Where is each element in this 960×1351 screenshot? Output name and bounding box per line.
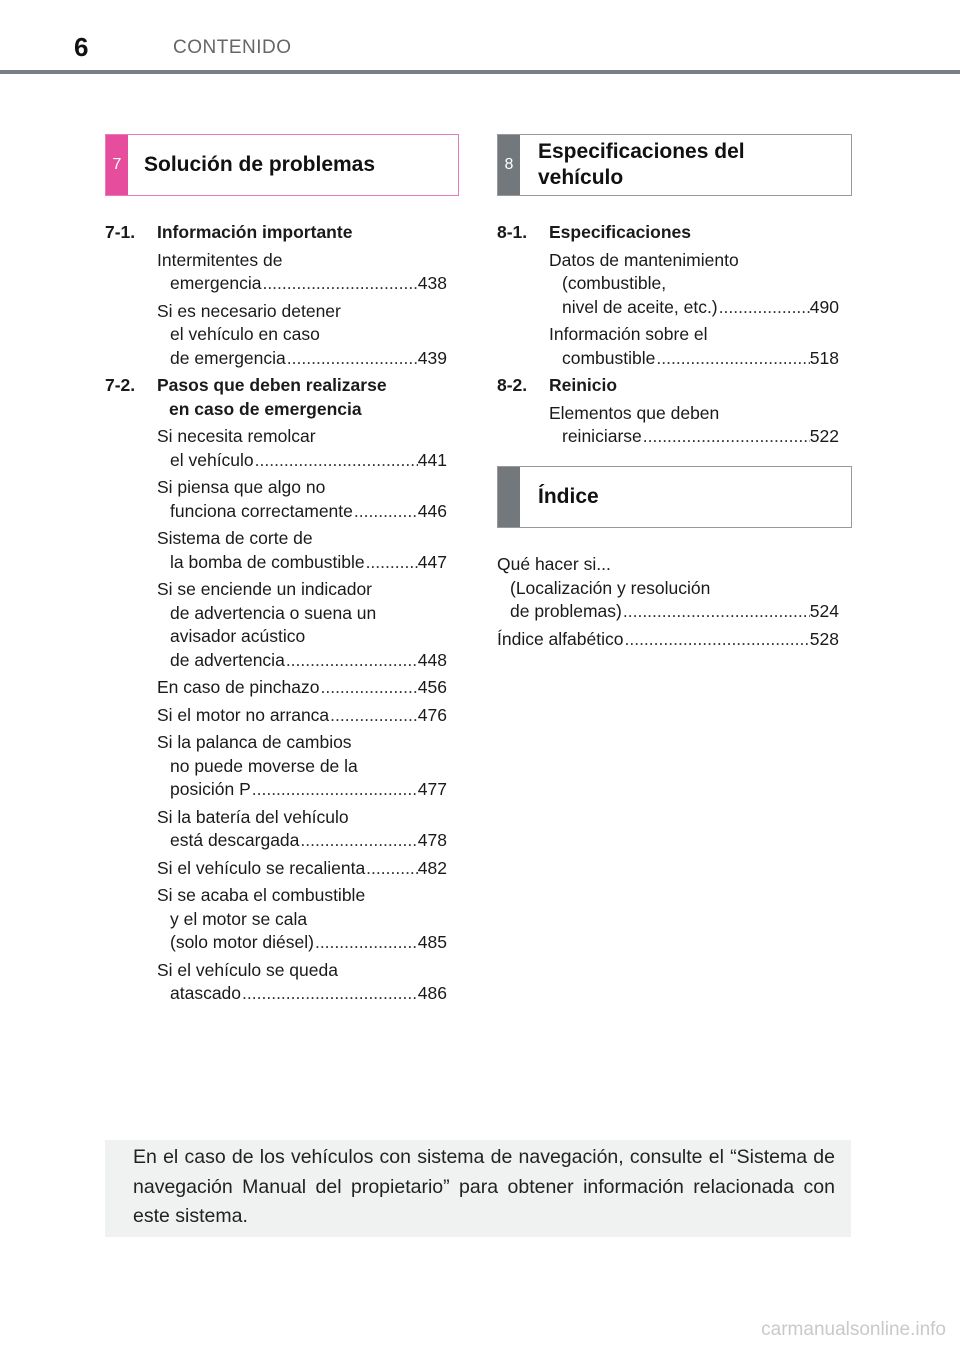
section-title: Información importante [157,222,353,242]
section-8-2[interactable] [497,374,839,398]
page-ref: 448 [417,649,447,670]
entry-text: funciona correctamente [170,500,353,521]
entry-text: de emergencia [170,347,286,368]
entry-last-line [497,600,839,624]
dot-leader [241,982,418,1006]
entry-text: de advertencia [170,649,285,670]
entry-text: Si piensa que algo no [157,477,326,497]
section-number: 7-2. [105,375,136,395]
toc-entry[interactable] [157,249,447,296]
toc-entry[interactable] [157,704,447,728]
entry-text: (solo motor diésel) [170,932,314,952]
entry-last-line [157,676,447,700]
dot-leader [314,931,418,955]
entry-text: y el motor se cala [170,908,308,929]
entry-last-line [157,347,447,371]
entry-text: de advertencia o suena un [170,602,377,623]
toc-entry[interactable] [157,731,447,802]
toc-entry[interactable] [549,323,839,370]
entry-text: reiniciarse [562,426,642,446]
toc-entry[interactable] [549,402,839,449]
chapter-title-7: Solución de problemas [144,153,376,176]
entry-text: Si la batería del vehículo [157,806,349,827]
entry-last-line [157,500,447,524]
toc-entry[interactable] [157,857,447,881]
page-ref: 477 [417,779,447,799]
section-7-2[interactable] [105,374,447,421]
dot-leader [261,272,417,296]
dot-leader [642,425,810,449]
dot-leader [285,649,418,673]
chapter-tab-8: 8 [498,135,520,195]
toc-entry[interactable] [157,300,447,371]
entry-last-line [157,857,447,881]
entry-text: no puede moverse de la [170,755,358,776]
section-number: 7-1. [105,222,136,242]
page-ref: 446 [417,500,447,521]
page-ref: 439 [417,347,447,368]
entry-last-line [497,628,839,652]
entry-text: Elementos que deben [549,402,720,423]
entry-text: Si el motor no arranca [157,704,330,725]
toc-entry[interactable] [157,527,447,574]
entry-text: Información sobre el [549,324,708,344]
toc-entry[interactable] [497,628,839,652]
entry-last-line [157,829,447,853]
dot-leader [251,778,418,802]
entry-last-line [549,425,839,449]
toc-column-left [105,221,447,1010]
entry-text: la bomba de combustible [170,551,365,572]
entry-text: el vehículo en caso [170,324,320,344]
toc-entry[interactable] [157,425,447,472]
entry-text: En caso de pinchazo [157,677,320,697]
entry-last-line [549,347,839,371]
page-ref: 456 [417,677,447,697]
page-ref: 441 [417,449,447,470]
toc-column-right [497,221,839,453]
page-ref: 447 [417,551,447,572]
dot-leader [718,296,810,320]
entry-text: emergencia [170,273,262,293]
toc-entry[interactable] [157,476,447,523]
dot-leader [319,676,417,700]
toc-entry[interactable] [497,553,839,624]
entry-text: Si se acaba el combustible [157,885,366,905]
index-heading[interactable] [497,466,852,528]
chapter-title-8-line1: Especificaciones del [538,140,745,163]
toc-entry[interactable] [157,884,447,955]
chapter-7-heading[interactable] [105,134,459,196]
entry-text: Si el vehículo se recalienta [157,857,366,878]
entry-last-line [157,272,447,296]
entry-last-line [157,704,447,728]
dot-leader [299,829,417,853]
entry-text: Índice alfabético [497,628,624,649]
entry-last-line [157,649,447,673]
page-ref: 478 [417,830,447,850]
entry-text: de problemas) [510,601,622,621]
toc-index-list [497,553,839,655]
entry-text: posición P [170,779,251,799]
entry-last-line [157,449,447,473]
section-title-line2: en caso de emergencia [169,398,362,419]
entry-text: Si es necesario detener [157,300,341,321]
page-ref: 476 [417,704,447,725]
entry-text: avisador acústico [170,626,306,646]
dot-leader [655,347,809,371]
navigation-note: En el caso de los vehículos con sistema de navegación, consulte el “Sistema de navegación Manual del propietario” para obtener información relacionada con este sistema. [105,1140,851,1237]
toc-entry[interactable] [549,249,839,320]
entry-text: Datos de mantenimiento [549,249,739,270]
entry-text: (combustible, [562,273,667,293]
entry-text: nivel de aceite, etc.) [562,296,718,317]
chapter-8-heading[interactable] [497,134,852,196]
entry-last-line [157,931,447,955]
chapter-tab-7: 7 [106,135,128,195]
entry-text: Sistema de corte de [157,528,313,548]
page-ref: 485 [417,932,447,952]
chapter-title-8-line2: vehículo [538,166,624,189]
page-ref: 438 [417,273,447,293]
toc-entry[interactable] [157,578,447,672]
section-title [157,374,447,421]
entry-text: atascado [170,983,242,1003]
page-ref: 518 [809,347,839,368]
dot-leader [254,449,418,473]
section-8-1[interactable] [497,221,839,245]
entry-text: Si la palanca de cambios [157,732,352,752]
dot-leader [353,500,418,524]
entry-text: Intermitentes de [157,249,283,270]
header-title: CONTENIDO [173,37,292,58]
dot-leader [286,347,418,371]
page-ref: 486 [417,983,447,1003]
page-ref: 522 [809,426,839,446]
dot-leader [622,600,810,624]
section-number: 8-2. [497,375,528,395]
index-tab [498,467,520,527]
section-title: Reinicio [549,375,618,395]
dot-leader [623,628,809,652]
entry-text: el vehículo [170,449,254,470]
index-title: Índice [538,485,599,508]
section-title-line1: Pasos que deben realizarse [157,375,387,395]
toc-entry[interactable] [157,806,447,853]
section-number: 8-1. [497,222,528,242]
entry-last-line [157,551,447,575]
dot-leader [365,551,418,575]
entry-text: Qué hacer si... [497,554,611,574]
header-rule [0,70,960,74]
page-ref: 482 [417,857,447,878]
entry-last-line [157,778,447,802]
entry-text: Si necesita remolcar [157,426,316,446]
entry-text: (Localización y resolución [510,577,711,598]
watermark-link[interactable]: carmanualsonline.info [761,1319,946,1340]
page-ref: 524 [809,601,839,621]
page-number: 6 [74,32,89,62]
entry-text: Si se enciende un indicador [157,579,373,599]
section-7-1[interactable] [105,221,447,245]
toc-entry[interactable] [157,676,447,700]
entry-last-line [157,982,447,1006]
entry-text: combustible [562,347,656,368]
entry-text: Si el vehículo se queda [157,959,338,980]
chapter-title-8 [520,135,745,195]
toc-entry[interactable] [157,959,447,1006]
page-ref: 490 [809,296,839,317]
entry-last-line [549,296,839,320]
section-title: Especificaciones [549,222,692,242]
dot-leader [329,704,418,728]
entry-text: está descargada [170,830,300,850]
page-ref: 528 [809,628,839,649]
dot-leader [365,857,418,881]
